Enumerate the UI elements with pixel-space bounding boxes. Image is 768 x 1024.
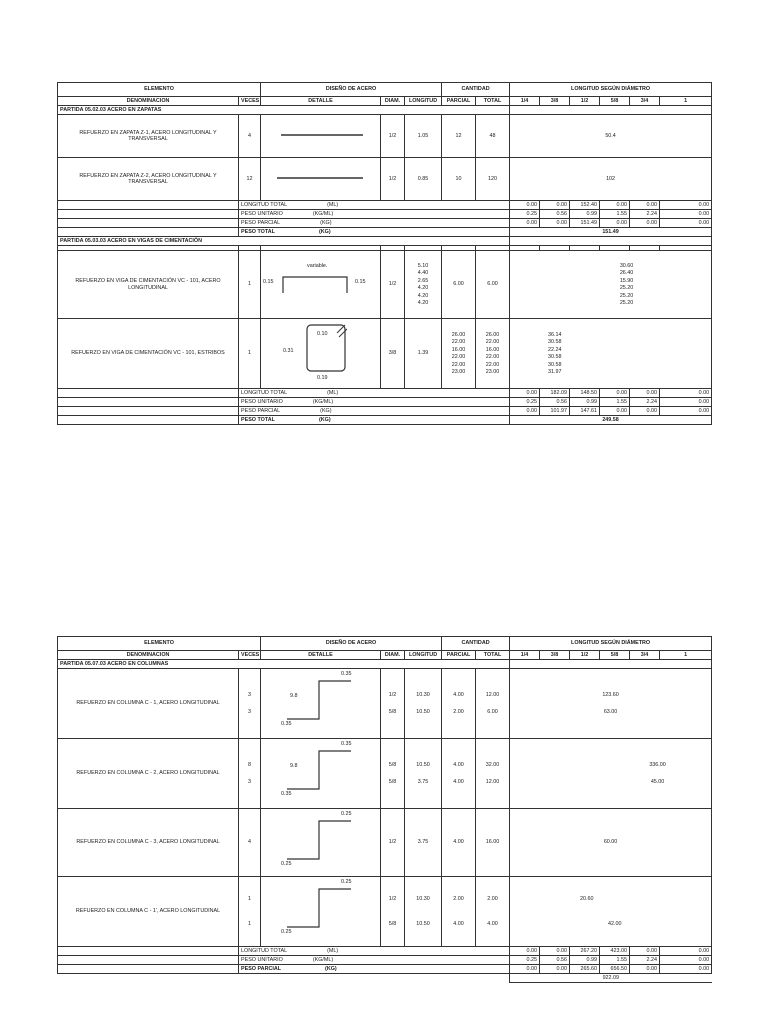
table-row xyxy=(58,669,712,739)
row-total: 120 xyxy=(476,158,510,201)
row-veces: 1 xyxy=(239,319,261,389)
row-diam: 1/2 xyxy=(381,115,405,158)
row-diam: 1/2 xyxy=(381,809,405,877)
beam-figure: variable. 0.15 0.15 xyxy=(261,251,381,319)
col-total: TOTAL xyxy=(476,97,510,106)
row-diam: 1/2 5/8 xyxy=(381,877,405,947)
bar-figure xyxy=(261,158,381,201)
row-long: 0.85 xyxy=(405,158,442,201)
row-diam: 5/8 5/8 xyxy=(381,739,405,809)
row-parcial: 10 xyxy=(442,158,476,201)
row-len-value: 102 xyxy=(510,158,712,201)
header-cantidad: CANTIDAD xyxy=(442,637,510,651)
row-name: REFUERZO EN COLUMNA C - 1', ACERO LONGITUDINAL xyxy=(58,877,239,947)
table-acero-zapatas-vigas xyxy=(57,82,711,425)
col-longitud: LONGITUD xyxy=(405,97,442,106)
column-bar-figure: 0.35 9.8 0.35 xyxy=(261,669,381,739)
row-len-value: 60.00 xyxy=(510,809,712,877)
row-parcial: 4.00 xyxy=(442,809,476,877)
col-d3: 1/2 xyxy=(570,651,600,660)
summary-peso-total: PESO TOTAL (KG) 151.49 xyxy=(58,228,712,237)
col-d4: 5/8 xyxy=(600,97,630,106)
row-veces: 3 3 xyxy=(239,669,261,739)
summary-peso-total: PESO TOTAL (KG) 249.58 xyxy=(58,416,712,425)
col-diam: DIAM. xyxy=(381,651,405,660)
col-veces: VECES xyxy=(239,97,261,106)
row-parcial: 12 xyxy=(442,115,476,158)
table-row xyxy=(58,251,712,319)
col-d3: 1/2 xyxy=(570,97,600,106)
row-veces: 1 1 xyxy=(239,877,261,947)
table-row xyxy=(58,115,712,158)
col-detalle: DETALLE xyxy=(261,97,381,106)
row-longs: 5.10 4.40 2.65 4.20 4.20 4.20 xyxy=(405,251,442,319)
col-diam: DIAM. xyxy=(381,97,405,106)
row-totales: 26.00 22.00 16.00 22.00 22.00 23.00 xyxy=(476,319,510,389)
row-parcial: 2.00 4.00 xyxy=(442,877,476,947)
col-denominacion: DENOMINACION xyxy=(58,651,239,660)
row-total: 6.00 xyxy=(476,251,510,319)
row-len-values: 123.60 63.00 xyxy=(510,669,712,739)
row-veces: 4 xyxy=(239,115,261,158)
col-veces: VECES xyxy=(239,651,261,660)
summary-peso-parcial: PESO PARCIAL (KG) 0.00 0.00 151.49 0.00 0.00 0.00 xyxy=(58,219,712,228)
row-parcial: 4.00 4.00 xyxy=(442,739,476,809)
section-vigas: PARTIDA 05.03.03 ACERO EN VIGAS DE CIMENTACIÓN xyxy=(58,237,510,246)
col-d4: 5/8 xyxy=(600,651,630,660)
summary-peso-unitario: PESO UNITARIO (KG/ML) 0.25 0.56 0.99 1.55 2.24 0.00 xyxy=(58,398,712,407)
section-columnas: PARTIDA 05.07.03 ACERO EN COLUMNAS xyxy=(58,660,510,669)
row-len-values: 30.60 26.40 15.90 25.20 25.20 25.20 xyxy=(510,251,712,319)
column-bar-figure: 0.25 0.25 xyxy=(261,809,381,877)
row-total: 32.00 12.00 xyxy=(476,739,510,809)
summary-peso-unitario: PESO UNITARIO (KG/ML) 0.25 0.56 0.99 1.55 2.24 0.00 xyxy=(58,956,712,965)
row-total: 48 xyxy=(476,115,510,158)
col-d1: 1/4 xyxy=(510,651,540,660)
row-len-value: 50.4 xyxy=(510,115,712,158)
col-d5: 3/4 xyxy=(630,97,660,106)
row-name: REFUERZO EN ZAPATA Z-2, ACERO LONGITUDINAL Y TRANSVERSAL xyxy=(58,158,239,201)
row-long: 10.30 10.50 xyxy=(405,877,442,947)
table-row xyxy=(58,158,712,201)
row-long: 1.39 xyxy=(405,319,442,389)
row-name: REFUERZO EN COLUMNA C - 3, ACERO LONGITUDINAL xyxy=(58,809,239,877)
column-bar-figure: 0.25 0.25 xyxy=(261,877,381,947)
row-name: REFUERZO EN COLUMNA C - 1, ACERO LONGITUDINAL xyxy=(58,669,239,739)
summary-peso-parcial: PESO PARCIAL (KG) 0.00 0.00 265.60 656.50 0.00 0.00 xyxy=(58,965,712,974)
row-diam: 3/8 xyxy=(381,319,405,389)
header-diseno: DISEÑO DE ACERO xyxy=(261,637,442,651)
summary-peso-parcial: PESO PARCIAL (KG) 0.00 101.97 147.61 0.00 0.00 0.00 xyxy=(58,407,712,416)
section-zapatas: PARTIDA 05.02.03 ACERO EN ZAPATAS xyxy=(58,106,510,115)
row-veces: 8 3 xyxy=(239,739,261,809)
row-len-values: 336.00 45.00 xyxy=(510,739,712,809)
row-parcial: 6.00 xyxy=(442,251,476,319)
table-acero-columnas xyxy=(57,636,711,983)
row-long: 3.75 xyxy=(405,809,442,877)
summary-peso-unitario: PESO UNITARIO (KG/ML) 0.25 0.56 0.99 1.55 2.24 0.00 xyxy=(58,210,712,219)
row-long: 10.30 10.50 xyxy=(405,669,442,739)
row-len-values: 20.60 42.00 xyxy=(510,877,712,947)
col-longitud: LONGITUD xyxy=(405,651,442,660)
header-elemento: ELEMENTO xyxy=(58,83,261,97)
col-d2: 3/8 xyxy=(540,651,570,660)
stirrup-figure: 0.10 0.31 0.19 xyxy=(261,319,381,389)
summary-longitud-total: LONGITUD TOTAL (ML) 0.00 182.09 148.50 0.00 0.00 0.00 xyxy=(58,389,712,398)
summary-peso-total: 922.09 xyxy=(58,974,712,983)
table-row xyxy=(58,809,712,877)
col-total: TOTAL xyxy=(476,651,510,660)
row-total: 16.00 xyxy=(476,809,510,877)
col-d5: 3/4 xyxy=(630,651,660,660)
row-diam: 1/2 xyxy=(381,251,405,319)
table-row xyxy=(58,877,712,947)
row-veces: 4 xyxy=(239,809,261,877)
row-name: REFUERZO EN ZAPATA Z-1, ACERO LONGITUDINAL Y TRANSVERSAL xyxy=(58,115,239,158)
bar-figure xyxy=(261,115,381,158)
summary-longitud-total: LONGITUD TOTAL (ML) 0.00 0.00 267.20 423.00 0.00 0.00 xyxy=(58,947,712,956)
summary-longitud-total: LONGITUD TOTAL (ML) 0.00 0.00 152.40 0.00 0.00 0.00 xyxy=(58,201,712,210)
col-d2: 3/8 xyxy=(540,97,570,106)
row-long: 1.05 xyxy=(405,115,442,158)
row-name: REFUERZO EN VIGA DE CIMENTACIÓN VC - 101, ACERO LONGITUDINAL xyxy=(58,251,239,319)
row-name: REFUERZO EN VIGA DE CIMENTACIÓN VC - 101, ESTRIBOS xyxy=(58,319,239,389)
col-d6: 1 xyxy=(660,97,712,106)
col-denominacion: DENOMINACION xyxy=(58,97,239,106)
row-name: REFUERZO EN COLUMNA C - 2, ACERO LONGITUDINAL xyxy=(58,739,239,809)
row-parcial: 4.00 2.00 xyxy=(442,669,476,739)
col-detalle: DETALLE xyxy=(261,651,381,660)
row-parciales: 26.00 22.00 16.00 22.00 22.00 23.00 xyxy=(442,319,476,389)
row-total: 12.00 6.00 xyxy=(476,669,510,739)
header-longitud-segun: LONGITUD SEGÚN DIÁMETRO xyxy=(510,637,712,651)
col-parcial: PARCIAL xyxy=(442,97,476,106)
table-row xyxy=(58,739,712,809)
table-row xyxy=(58,319,712,389)
row-long: 10.50 3.75 xyxy=(405,739,442,809)
row-diam: 1/2 xyxy=(381,158,405,201)
header-elemento: ELEMENTO xyxy=(58,637,261,651)
header-diseno: DISEÑO DE ACERO xyxy=(261,83,442,97)
header-cantidad: CANTIDAD xyxy=(442,83,510,97)
header-longitud-segun: LONGITUD SEGÚN DIÁMETRO xyxy=(510,83,712,97)
col-parcial: PARCIAL xyxy=(442,651,476,660)
row-veces: 12 xyxy=(239,158,261,201)
row-len-values: 36.14 30.58 22.24 30.58 30.58 31.97 xyxy=(510,319,712,389)
row-veces: 1 xyxy=(239,251,261,319)
row-diam: 1/2 5/8 xyxy=(381,669,405,739)
col-d1: 1/4 xyxy=(510,97,540,106)
row-total: 2.00 4.00 xyxy=(476,877,510,947)
column-bar-figure: 0.35 9.8 0.35 xyxy=(261,739,381,809)
col-d6: 1 xyxy=(660,651,712,660)
